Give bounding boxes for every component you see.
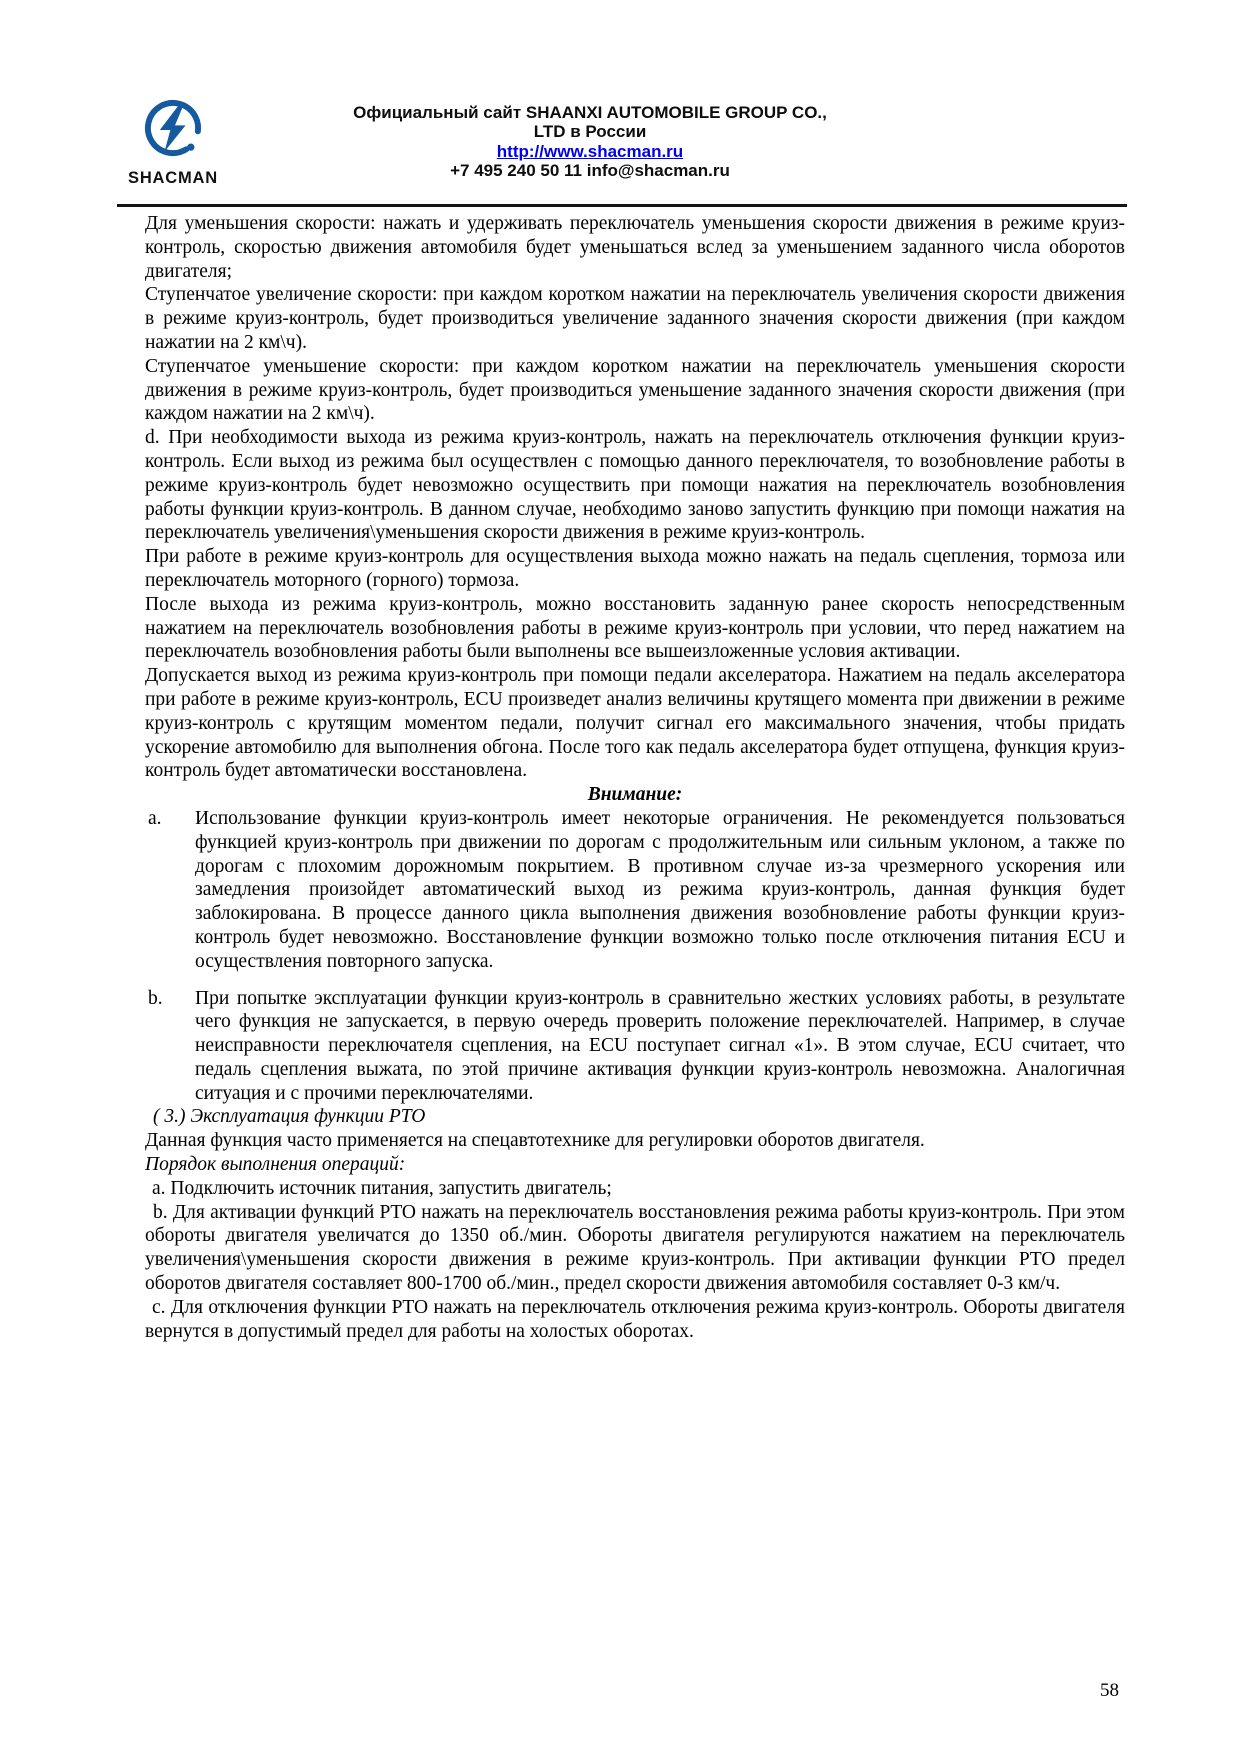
shacman-logo-icon — [140, 95, 206, 165]
item-marker: b. — [148, 987, 163, 1009]
procedure-label: Порядок выполнения операций: — [145, 1154, 406, 1176]
document-body — [145, 212, 1125, 1343]
attention-item-text: При попытке эксплуатации функции круиз-контроль в сравнительно жестких условиях работы, в результате чего функция не запускается, в первую очередь проверить положение переключателей. Например, в случае неисправности переключателя сцепления, на ECU поступает сигнал «1». В этом случае, ECU считает, что педаль сцепления выжата, по этой причине активация функции круиз-контроль невозможна. Аналогичная ситуация и с прочими переключателями. — [195, 987, 1125, 1104]
body-paragraph: d. При необходимости выхода из режима круиз-контроль, нажать на переключатель отключения функции круиз-контроль. Если выход из режима был осуществлен с помощью данного переключателя, то возобновление работы в режиме круиз-контроль будет невозможно осуществить при помощи нажатия на переключатель возобновления работы функции круиз-контроль. В данном случае, необходимо заново запустить функцию при помощи нажатия на переключатель увеличения\уменьшения скорости движения в режиме круиз-контроль. — [145, 427, 1125, 544]
site-header — [240, 103, 940, 180]
attention-item — [145, 807, 1125, 974]
shacman-wordmark: SHACMAN — [128, 169, 218, 187]
pto-intro: Данная функция часто применяется на спецавтотехнике для регулировки оборотов двигателя. — [145, 1130, 925, 1152]
site-title-line2: LTD в России — [533, 122, 647, 142]
body-paragraph: Ступенчатое уменьшение скорости: при каждом коротком нажатии на переключатель уменьшения скорости движения в режиме круиз-контроль, будет производиться уменьшение заданного значения скорости движения (при каждом нажатии на 2 км\ч). — [145, 355, 1125, 425]
attention-item — [145, 987, 1125, 1106]
site-title-line1: Официальный сайт SHAANXI AUTOMOBILE GROUP CO., — [353, 103, 827, 122]
body-paragraph: Допускается выход из режима круиз-контроль при помощи педали акселератора. Нажатием на педаль акселератора при работе в режиме круиз-контроль, ECU произведет анализ величины крутящего момента при движении в режиме круиз-контроль с крутящим моментом педали, получит сигнал его максимального значения, чтобы придать ускорение автомобилю для выполнения обгона. После того как педаль акселератора будет отпущена, функция круиз-контроль будет автоматически восстановлена. — [145, 665, 1125, 782]
site-url-link[interactable]: http://www.shacman.ru — [496, 141, 684, 161]
contact-line: +7 495 240 50 11 info@shacman.ru — [450, 160, 730, 180]
body-paragraph: При работе в режиме круиз-контроль для осуществления выхода можно нажать на педаль сцепления, тормоза или переключатель моторного (горного) тормоза. — [145, 546, 1125, 591]
item-marker: a. — [148, 807, 162, 829]
pto-step: c. Для отключения функции PTO нажать на переключатель отключения режима круиз-контроль. Обороты двигателя вернутся в допустимый предел для работы на холостых оборотах. — [145, 1296, 1125, 1342]
attention-item-text: Использование функции круиз-контроль имеет некоторые ограничения. Не рекомендуется пользоваться функцией круиз-контроль при движении по дорогам с продолжительным или сильным уклоном, а также по дорогам с плохомим дорожномым покрытием. В противном случае из-за чрезмерного ускорения или замедления произойдет автоматический выход из режима круиз-контроль, данная функция будет заблокирована. В процессе данного цикла выполнения движения возобновление работы функции круиз-контроль будет невозможно. Восстановление функции возможно только после отключения питания ECU и осуществления повторного запуска. — [195, 807, 1125, 972]
pto-step: a. Подключить источник питания, запустить двигатель; — [152, 1177, 612, 1199]
page-number: 58 — [1100, 1680, 1119, 1701]
header-divider — [117, 204, 1127, 207]
attention-heading: Внимание: — [587, 784, 683, 806]
pto-step: b. Для активации функций PTO нажать на переключатель восстановления режима работы круиз-контроль. При этом обороты двигателя увеличатся до 1350 об./мин. Обороты двигателя регулируются нажатием на переключатель увеличения\уменьшения скорости движения в режиме круиз-контроль. При активации функции PTO предел оборотов двигателя составляет 800-1700 об./мин., предел скорости движения автомобиля составляет 0-3 км/ч. — [145, 1201, 1125, 1295]
shacman-logo — [118, 95, 228, 188]
body-paragraph: После выхода из режима круиз-контроль, можно восстановить заданную ранее скорость непосредственным нажатием на переключатель возобновления работы в режиме круиз-контроль при условии, что перед нажатием на переключатель возобновления работы были выполнены все вышеизложенные условия активации. — [145, 593, 1125, 663]
pto-section-heading: ( 3.) Эксплуатация функции PTO — [153, 1106, 426, 1128]
body-paragraph: Для уменьшения скорости: нажать и удерживать переключатель уменьшения скорости движения в режиме круиз-контроль, скоростью движения автомобиля будет уменьшаться вслед за уменьшением заданного числа оборотов двигателя; — [145, 213, 1125, 282]
body-paragraph: Ступенчатое увеличение скорости: при каждом коротком нажатии на переключатель увеличения скорости движения в режиме круиз-контроль, будет производиться увеличение заданного значения скорости движения (при каждом нажатии на 2 км\ч). — [145, 284, 1125, 353]
